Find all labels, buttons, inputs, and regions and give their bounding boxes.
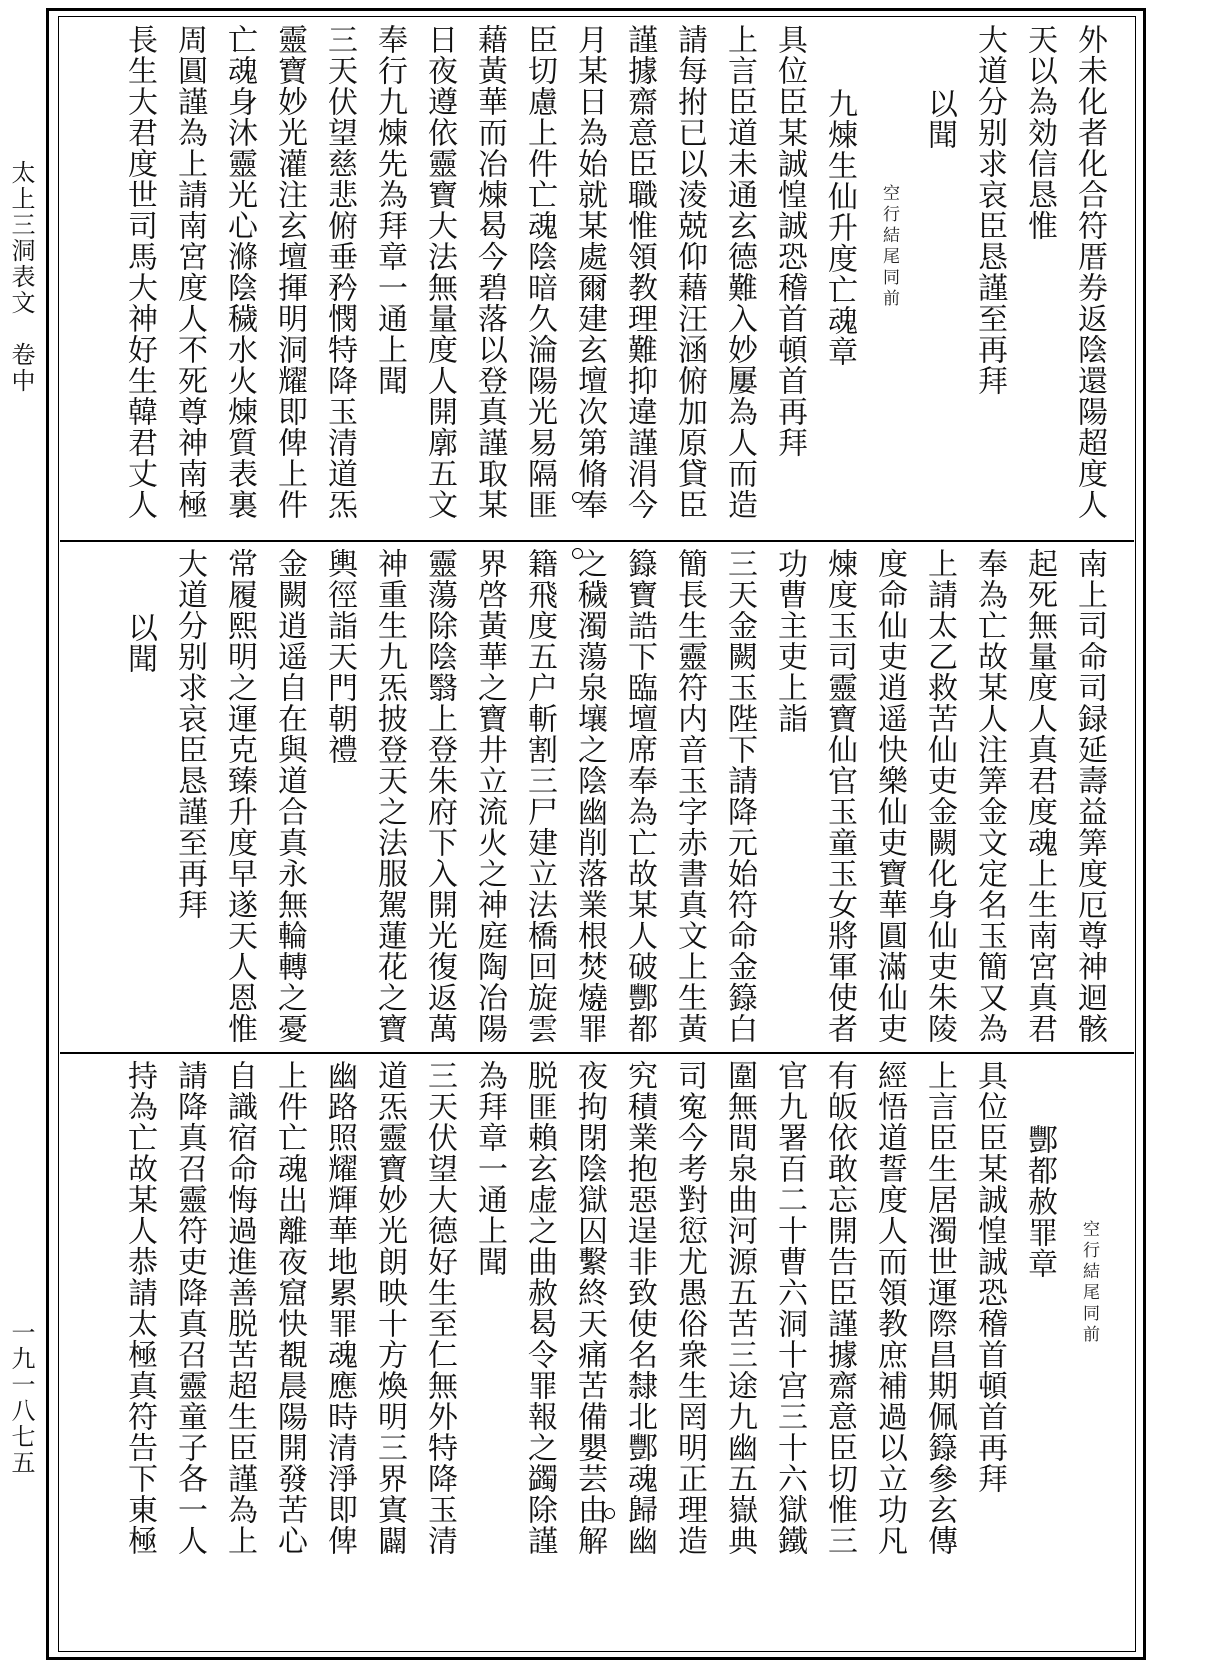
text-column: 圍無間泉曲河源五苦三途九幽五嶽典 xyxy=(722,1060,757,1556)
text-column: 夜拘閉陰獄囚繫終天痛苦備嬰芸由解 xyxy=(572,1060,607,1556)
text-column: 三天金闕玉陛下請降元始符命金籙白 xyxy=(722,548,757,1044)
text-column: 籙寶誥下臨壇席奉為亡故某人破酆都 xyxy=(622,548,657,1044)
text-panel-middle xyxy=(62,548,1130,1048)
column-note: 空行結尾同前 xyxy=(1079,1220,1099,1346)
text-column: 自識宿命悔過進善脱苦超生臣謹為上 xyxy=(222,1060,257,1556)
text-column: 靈寶妙光灌注玄壇揮明洞耀即俾上件 xyxy=(272,24,307,520)
text-column: 大道分别求哀臣恳謹至再拜 xyxy=(172,548,207,920)
text-column: 謹據齋意臣職惟領教理難抑違謹涓今 xyxy=(622,24,657,520)
text-column: 外未化者化合符厝券返陰還陽超度人 xyxy=(1072,24,1107,520)
text-column: 官九署百二十曹六洞十宫三十六獄鐵 xyxy=(772,1060,807,1556)
punctuation-circle-mark xyxy=(604,1508,615,1519)
text-column: 靈蕩除陰翳上登朱府下入開光復返萬 xyxy=(422,548,457,1044)
text-column: 月某日為始就某處爾建玄壇次第脩奉 xyxy=(572,24,607,520)
text-column: 界啓黃華之寶井立流火之神庭陶冶陽 xyxy=(472,548,507,1044)
punctuation-circle-mark xyxy=(572,548,583,559)
text-column: 請每拊已以淩兢仰藉汪涵俯加原貸臣 xyxy=(672,24,707,520)
text-column: 請降真召靈符吏降真召靈童子各一人 xyxy=(172,1060,207,1556)
text-column: 藉黃華而冶煉曷今碧落以登真謹取某 xyxy=(472,24,507,520)
text-column: 有皈依敢忘開告臣謹據齋意臣切惟三 xyxy=(822,1060,857,1556)
text-column: 長生大君度世司馬大神好生韓君丈人 xyxy=(122,24,157,520)
text-column: 簡長生靈符内音玉字赤書真文上生黃 xyxy=(672,548,707,1044)
text-column: 度命仙吏逍遥快樂仙吏寶華圓滿仙吏 xyxy=(872,548,907,1044)
text-column: 之穢濁蕩泉壤之陰幽削落業根焚燒罪 xyxy=(572,548,607,1044)
punctuation-circle-mark xyxy=(590,1000,601,1011)
text-column: 亡魂身沐靈光心滌陰穢水火煉質表裏 xyxy=(222,24,257,520)
text-column: 為拜章一通上聞 xyxy=(472,1060,507,1277)
text-column: 九煉生仙升度亡魂章 xyxy=(822,88,857,367)
book-title-header: 太上三洞表文 卷中 xyxy=(7,160,35,394)
text-column: 具位臣某誠惶誠恐稽首頓首再拜 xyxy=(772,24,807,458)
text-column: 持為亡故某人恭請太極真符告下東極 xyxy=(122,1060,157,1556)
text-column: 奉行九煉先為拜章一通上聞 xyxy=(372,24,407,396)
text-column: 功曹主吏上詣 xyxy=(772,548,807,734)
text-column: 經悟道誓度人而領教庶補過以立功凡 xyxy=(872,1060,907,1556)
text-column: 具位臣某誠惶誠恐稽首頓首再拜 xyxy=(972,1060,1007,1494)
text-column: 神重生九炁披登天之法服駕蓮花之寶 xyxy=(372,548,407,1044)
text-column: 酆都赦罪章 xyxy=(1022,1124,1057,1279)
page-number: 一九一八七五 xyxy=(7,1320,35,1476)
text-column: 以聞 xyxy=(922,88,957,150)
text-panel-top xyxy=(62,24,1130,536)
text-column: 上言臣道未通玄德難入妙屢為人而造 xyxy=(722,24,757,520)
text-column: 上件亡魂出離夜窟快覩晨陽開發苦心 xyxy=(272,1060,307,1556)
text-column: 三天伏望慈悲俯垂矜憫特降玉清道炁 xyxy=(322,24,357,520)
text-column: 道炁靈寶妙光朗映十方煥明三界寘闢 xyxy=(372,1060,407,1556)
text-column: 起死無量度人真君度魂上生南宮真君 xyxy=(1022,548,1057,1044)
text-column: 三天伏望大德好生至仁無外特降玉清 xyxy=(422,1060,457,1556)
text-column: 幽路照耀輝華地累罪魂應時清淨即俾 xyxy=(322,1060,357,1556)
punctuation-circle-mark xyxy=(572,492,583,503)
text-column: 金闕逍遥自在與道合真永無輪轉之憂 xyxy=(272,548,307,1044)
panel-divider xyxy=(60,540,1134,542)
text-column: 以聞 xyxy=(122,612,157,674)
text-column: 南上司命司録延壽益筭度厄尊神迴骸 xyxy=(1072,548,1107,1044)
text-column: 脱匪賴玄虚之曲赦曷令罪報之蠲除謹 xyxy=(522,1060,557,1556)
text-column: 奉為亡故某人注筭金文定名玉簡又為 xyxy=(972,548,1007,1044)
text-column: 天以為効信恳惟 xyxy=(1022,24,1057,241)
text-column: 上請太乙救苦仙吏金闕化身仙吏朱陵 xyxy=(922,548,957,1044)
text-column: 究積業抱惡逞非致使名隸北酆魂歸幽 xyxy=(622,1060,657,1556)
column-note: 空行結尾同前 xyxy=(879,184,899,310)
panel-divider xyxy=(60,1052,1134,1054)
text-column: 上言臣生居濁世運際昌期佩籙參玄傳 xyxy=(922,1060,957,1556)
text-column: 輿徑詣天門朝禮 xyxy=(322,548,357,765)
text-column: 煉度玉司靈寶仙官玉童玉女將軍使者 xyxy=(822,548,857,1044)
text-panel-bottom xyxy=(62,1060,1130,1646)
text-column: 常履熙明之運克臻升度早遂天人恩惟 xyxy=(222,548,257,1044)
text-column: 日夜遵依靈寶大法無量度人開廓五文 xyxy=(422,24,457,520)
text-column: 臣切慮上件亡魂陰暗久淪陽光易隔匪 xyxy=(522,24,557,520)
text-column: 司寃今考對愆尤愚俗衆生罔明正理造 xyxy=(672,1060,707,1556)
text-column: 周圓謹為上請南宮度人不死尊神南極 xyxy=(172,24,207,520)
text-column: 大道分别求哀臣恳謹至再拜 xyxy=(972,24,1007,396)
text-column: 籍飛度五户斬割三尸建立法橋回旋雲 xyxy=(522,548,557,1044)
